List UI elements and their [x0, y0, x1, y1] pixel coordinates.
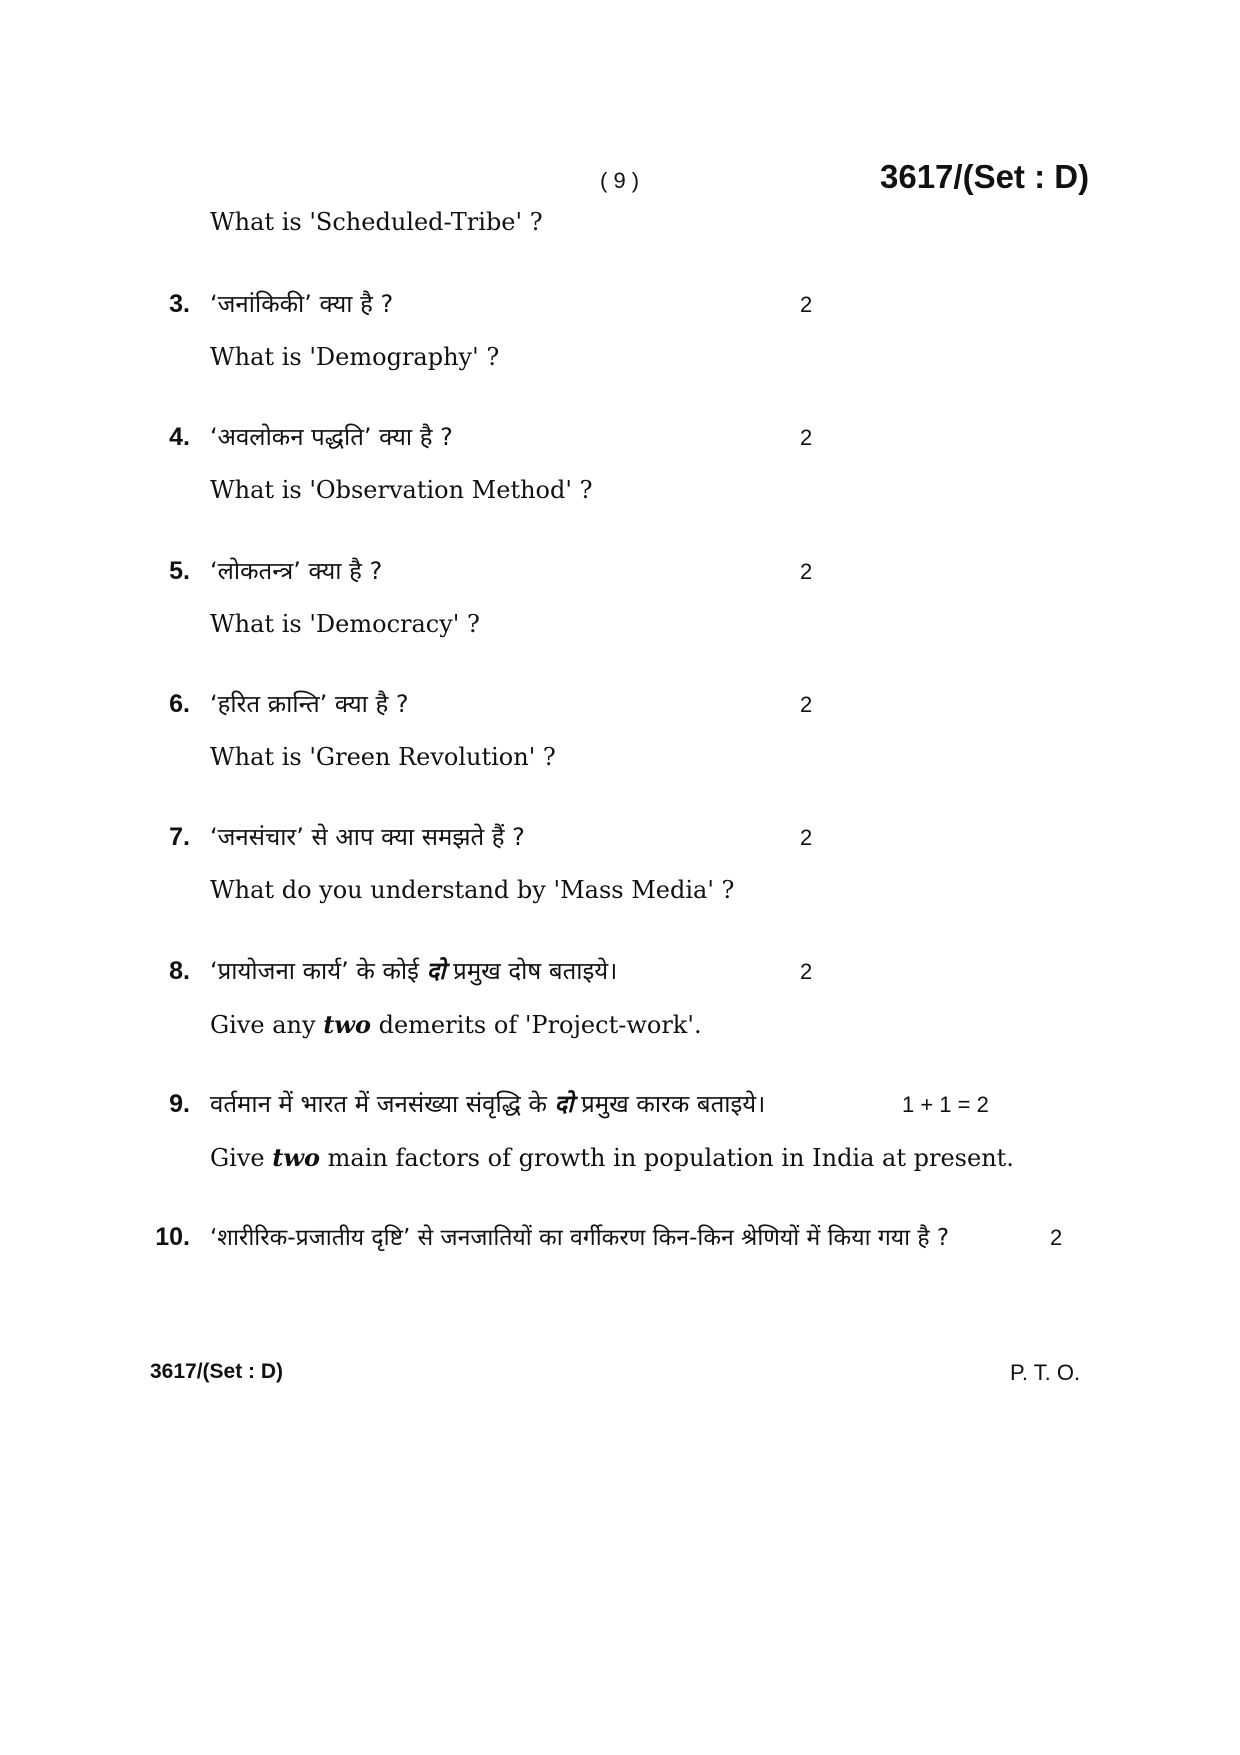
question-hindi [210, 954, 617, 987]
question-hindi: ‘शारीरिक-प्रजातीय दृष्टि’ से जनजातियों का वर्गीकरण किन-किन श्रेणियों में किया गया है ? [210, 1225, 950, 1251]
question-hindi: ‘जनांकिकी’ क्या है ? [210, 290, 394, 318]
question-english-text: Give [210, 1144, 273, 1172]
question-number: 3. [169, 290, 190, 318]
question-hindi-emphasis: दो [426, 957, 446, 985]
question-hindi-text-end: प्रमुख कारक बताइये। [573, 1090, 766, 1118]
footer-pto: P. T. O. [1010, 1360, 1081, 1385]
question-hindi: ‘लोकतन्त्र’ क्या है ? [210, 557, 383, 585]
question-marks: 2 [1050, 1225, 1063, 1250]
question-english: What is 'Democracy' ? [210, 610, 480, 638]
question-english-emphasis: two [272, 1143, 321, 1172]
footer-paper-code: 3617/(Set : D) [150, 1360, 284, 1383]
question-marks: 2 [800, 425, 813, 450]
question-marks: 1 + 1 = 2 [902, 1092, 989, 1117]
question-english-text-end: main factors of growth in population in India at present. [320, 1144, 1014, 1172]
question-number: 4. [169, 423, 190, 451]
question-hindi: ‘हरित क्रान्ति’ क्या है ? [210, 690, 409, 718]
question-number: 8. [169, 957, 190, 985]
question-marks: 2 [800, 692, 813, 717]
question-hindi: ‘जनसंचार’ से आप क्या समझते हैं ? [210, 823, 525, 851]
question-marks: 2 [800, 825, 813, 850]
question-hindi [210, 1087, 765, 1120]
question-marks: 2 [800, 292, 813, 317]
header-paper-code: 3617/(Set : D) [880, 158, 1090, 195]
question-hindi-text: ‘प्रायोजना कार्य’ के कोई [210, 957, 427, 985]
question-number: 5. [169, 557, 190, 585]
question-hindi: ‘अवलोकन पद्धति’ क्या है ? [210, 423, 453, 451]
question-number: 7. [169, 823, 190, 851]
question-marks: 2 [800, 559, 813, 584]
question-number: 10. [155, 1223, 190, 1251]
question-number: 9. [169, 1090, 190, 1118]
carryover-question-english: What is 'Scheduled-Tribe' ? [210, 208, 543, 236]
question-english: What do you understand by 'Mass Media' ? [210, 876, 735, 904]
question-hindi-emphasis: दो [554, 1090, 574, 1118]
question-english: What is 'Observation Method' ? [210, 476, 593, 504]
question-english: What is 'Demography' ? [210, 343, 500, 371]
page-number: ( 9 ) [600, 168, 640, 193]
question-hindi-text-end: प्रमुख दोष बताइये। [445, 957, 618, 985]
question-english [210, 1143, 1014, 1172]
question-english-text: Give any [210, 1011, 324, 1039]
question-hindi-text: वर्तमान में भारत में जनसंख्या संवृद्धि के [210, 1090, 555, 1118]
question-english-text-end: demerits of 'Project-work'. [370, 1011, 702, 1039]
question-marks: 2 [800, 959, 813, 984]
question-english: What is 'Green Revolution' ? [210, 743, 556, 771]
question-english [210, 1010, 702, 1039]
question-english-emphasis: two [323, 1010, 371, 1039]
question-number: 6. [169, 690, 190, 718]
